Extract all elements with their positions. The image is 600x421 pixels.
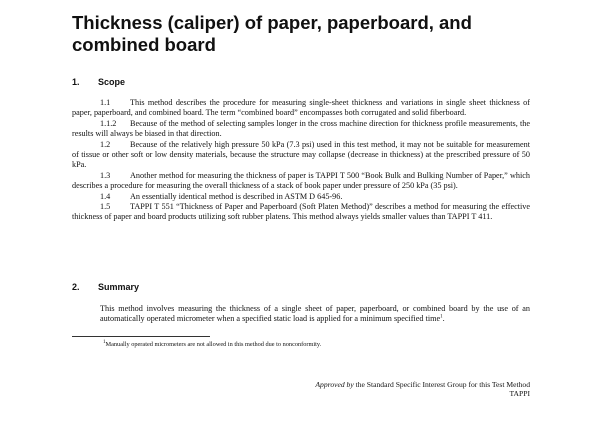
footnote-marker: 1 (103, 339, 106, 345)
paragraph: This method involves measuring the thickness of a single sheet of paper, paperboard, or combined board by the use of an automatically operated micrometer when a specified static load is applied for a minimum specified time$^1$. (100, 304, 530, 324)
footnote-reference[interactable]: 1 (440, 314, 443, 320)
paragraph-number: 1.5 (100, 202, 111, 212)
paragraph (72, 119, 530, 140)
paragraph-number: 1.1 (100, 98, 111, 107)
paragraph-text: This method describes the procedure for measuring single-sheet thickness and variations in single sheet thickness of paper, paperboard, and combined board. The term “combined board” encompasses both corrugated and solid fiberboard. (72, 98, 530, 118)
paragraph-text: An essentially identical method is described in ASTM D 645-96. (130, 191, 343, 201)
paragraph-number: 1.3 (100, 170, 111, 180)
footnote-divider (72, 336, 210, 337)
summary-body (72, 304, 530, 325)
approval-line-1: Approved by the Standard Specific Interest Group for this Test Method (315, 380, 530, 389)
paragraph-number: 1.2 (100, 139, 111, 149)
approval-note (270, 380, 530, 399)
paragraph-number: 1.1.2 (100, 118, 117, 128)
paragraph-number: 1.4 (100, 191, 111, 201)
footnote-text: Manually operated micrometers are not allowed in this method due to nonconformity. (105, 341, 322, 348)
paragraph-text: Because of the method of selecting samples longer in the cross machine direction for thickness profile measurements, the results will always be biased in that direction. (72, 118, 530, 139)
section-number: 1. (72, 77, 80, 87)
section-number: 2. (72, 282, 80, 292)
paragraph (72, 171, 530, 192)
section-title: Scope (98, 77, 126, 87)
paragraph-text: This method involves measuring the thickness of a single sheet of paper, paperboard, or combined board by the use of an automatically operated micrometer when a specified static load is applied for a minimum specified time (100, 304, 530, 324)
section-title: Summary (98, 282, 140, 292)
document-title: Thickness (caliper) of paper, paperboard, and combined board (72, 12, 472, 55)
section-heading-summary (72, 282, 139, 293)
paragraph (72, 202, 530, 223)
paragraph-text: TAPPI T 551 “Thickness of Paper and Paperboard (Soft Platen Method)” describes a method for measuring the effective thickness of paper and board products utilizing soft rubber platens. This method always yields smaller values than TAPPI T 411. (72, 202, 530, 222)
section-heading-scope (72, 77, 125, 88)
footnote (103, 341, 321, 349)
paragraph (72, 140, 530, 171)
paragraph (72, 98, 530, 119)
paragraph (72, 192, 530, 202)
approval-line-2: TAPPI (509, 389, 530, 399)
paragraph-text: Because of the relatively high pressure 50 kPa (7.3 psi) used in this test method, it may not be suitable for measurement of tissue or other soft or low density materials, because the structure may collapse (decrease in thickness) at the prescribed pressure of 50 kPa. (72, 139, 530, 170)
paragraph-text: Another method for measuring the thickness of paper is TAPPI T 500 “Book Bulk and Bulking Number of Paper,” which describes a procedure for measuring the overall thickness of a stack of book paper under pressure of 250 kPa (35 psi). (72, 170, 530, 191)
scope-body (72, 98, 530, 223)
